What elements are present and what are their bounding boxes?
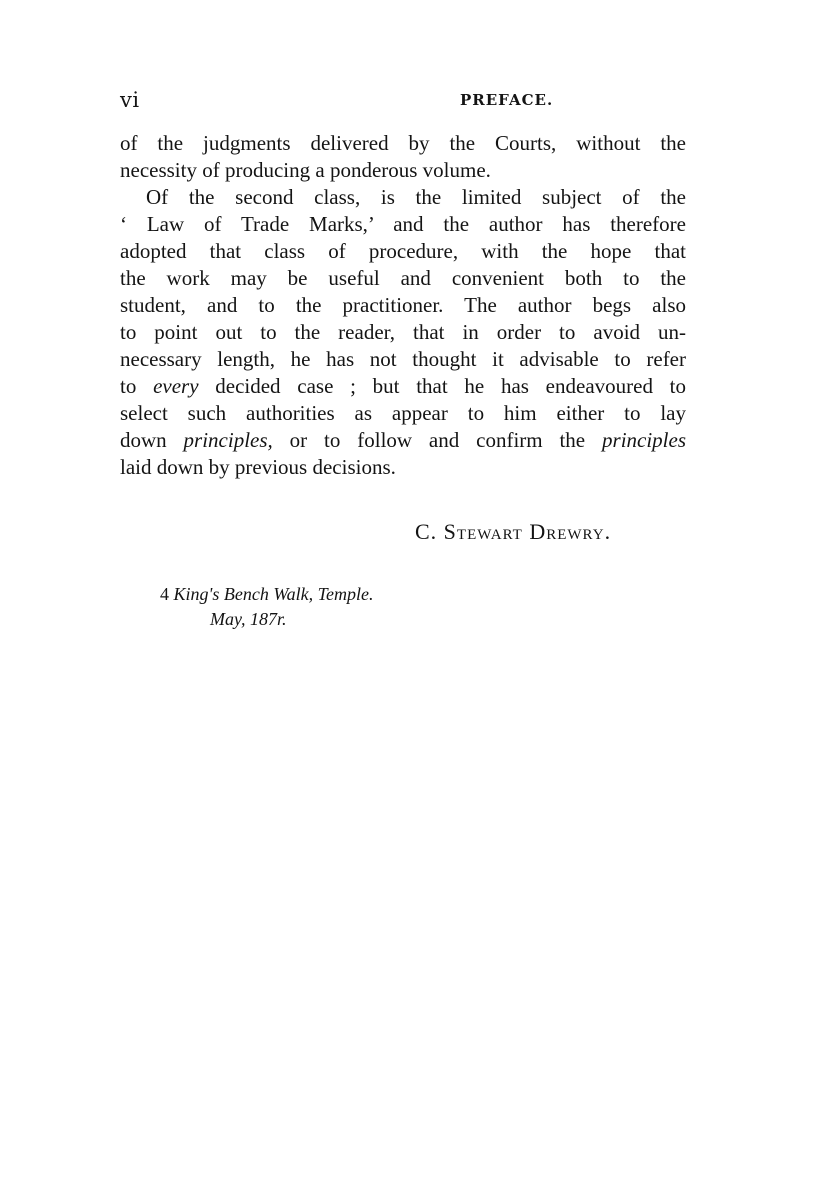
text-fragment: to	[120, 374, 154, 398]
text-line: adopted that class of procedure, with the hope that	[120, 239, 686, 263]
text-line	[120, 427, 686, 454]
text-line: of the judgments delivered by the Courts, without the	[120, 131, 686, 155]
signature-surname-initial: D	[522, 519, 547, 544]
text-line: student, and to the practitioner. The author begs also	[120, 293, 686, 317]
signature-surname: rewry.	[546, 519, 612, 544]
text-fragment: or to follow and confirm the	[272, 428, 603, 452]
author-signature	[415, 519, 611, 545]
signature-first-name: tewart	[456, 519, 523, 544]
address-date: May, 187r.	[210, 609, 287, 629]
text-line	[120, 373, 686, 400]
text-line: ‘ Law of Trade Marks,’ and the author has therefore	[120, 212, 686, 236]
page-header	[120, 88, 686, 114]
emphasis-principles: principles	[602, 428, 687, 452]
address-place: King's Bench Walk, Temple.	[173, 584, 374, 604]
text-line: to point out to the reader, that in order to avoid un-	[120, 320, 686, 344]
text-line: Of the second class, is the limited subject of the	[146, 185, 686, 209]
text-line: laid down by previous decisions.	[120, 455, 396, 479]
address-number: 4	[160, 584, 174, 604]
emphasis-every: every	[153, 374, 199, 398]
author-address	[160, 582, 374, 632]
text-line: the work may be useful and convenient both to the	[120, 266, 686, 290]
text-fragment: decided case ; but that he has endeavoured to	[198, 374, 687, 398]
text-line: select such authorities as appear to him either to lay	[120, 401, 686, 425]
running-head: PREFACE.	[460, 91, 554, 109]
preface-body	[120, 130, 686, 481]
signature-initials: C. S	[415, 519, 457, 544]
emphasis-principles: principles,	[183, 428, 273, 452]
address-line	[160, 584, 374, 604]
text-fragment: down	[120, 428, 184, 452]
text-line: necessary length, he has not thought it advisable to refer	[120, 347, 686, 371]
page-number: vi	[120, 88, 140, 112]
text-line: necessity of producing a ponderous volume.	[120, 158, 491, 182]
